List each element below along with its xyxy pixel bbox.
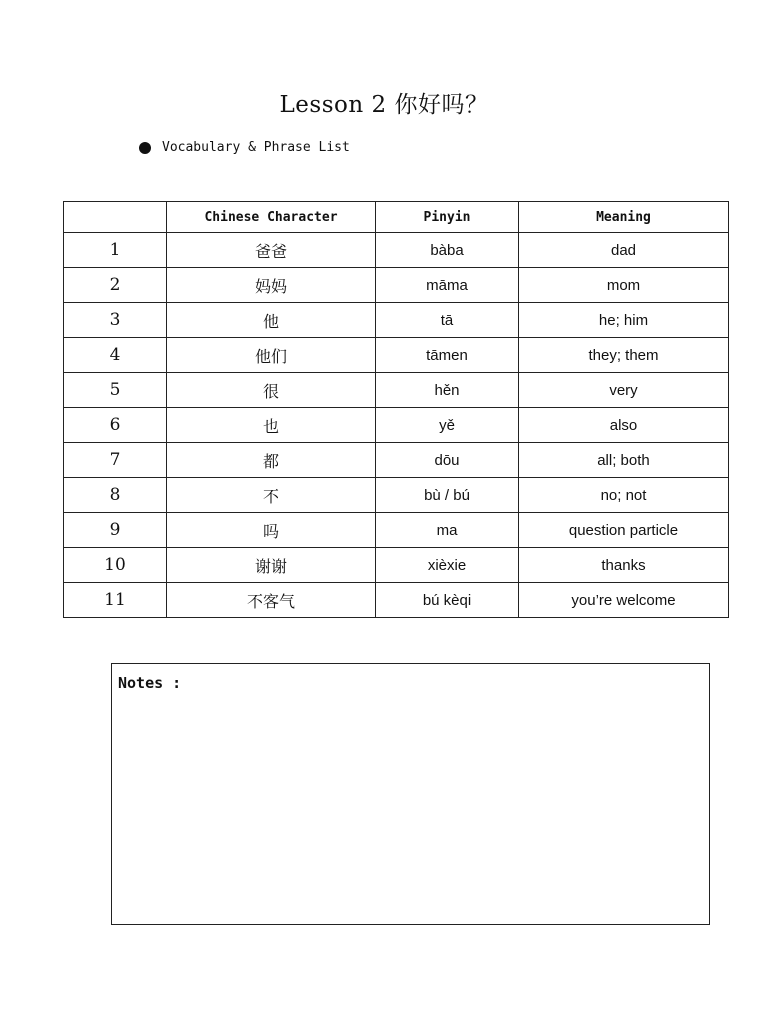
- pinyin-cell: yě: [376, 408, 519, 443]
- meaning-cell: no; not: [519, 478, 729, 513]
- table-row: [64, 443, 729, 478]
- bullet-icon: [139, 142, 151, 154]
- row-number: 4: [64, 338, 167, 373]
- meaning-cell: question particle: [519, 513, 729, 548]
- chinese-character-cell: 不: [167, 478, 376, 513]
- row-number: 11: [64, 583, 167, 618]
- row-number: 9: [64, 513, 167, 548]
- table-row: [64, 373, 729, 408]
- pinyin-cell: bàba: [376, 233, 519, 268]
- pinyin-cell: bù / bú: [376, 478, 519, 513]
- table-row: [64, 268, 729, 303]
- meaning-cell: very: [519, 373, 729, 408]
- chinese-character-cell: 也: [167, 408, 376, 443]
- row-number: 5: [64, 373, 167, 408]
- meaning-cell: you’re welcome: [519, 583, 729, 618]
- meaning-cell: he; him: [519, 303, 729, 338]
- header-number: [64, 202, 167, 233]
- meaning-cell: they; them: [519, 338, 729, 373]
- chinese-character-cell: 都: [167, 443, 376, 478]
- page-title: Lesson 2 你好吗？: [279, 92, 489, 118]
- section-heading-label: Vocabulary & Phrase List: [162, 140, 350, 155]
- row-number: 7: [64, 443, 167, 478]
- row-number: 3: [64, 303, 167, 338]
- chinese-character-cell: 很: [167, 373, 376, 408]
- chinese-character-cell: 他们: [167, 338, 376, 373]
- meaning-cell: thanks: [519, 548, 729, 583]
- table-row: [64, 408, 729, 443]
- vocabulary-table: [63, 201, 729, 618]
- pinyin-cell: xièxie: [376, 548, 519, 583]
- row-number: 2: [64, 268, 167, 303]
- meaning-cell: all; both: [519, 443, 729, 478]
- chinese-character-cell: 妈妈: [167, 268, 376, 303]
- pinyin-cell: dōu: [376, 443, 519, 478]
- row-number: 1: [64, 233, 167, 268]
- pinyin-cell: tāmen: [376, 338, 519, 373]
- notes-box[interactable]: [111, 663, 710, 925]
- table-row: [64, 303, 729, 338]
- header-meaning: Meaning: [519, 202, 729, 233]
- chinese-character-cell: 他: [167, 303, 376, 338]
- meaning-cell: mom: [519, 268, 729, 303]
- pinyin-cell: ma: [376, 513, 519, 548]
- row-number: 6: [64, 408, 167, 443]
- meaning-cell: dad: [519, 233, 729, 268]
- table-header-row: [64, 202, 729, 233]
- table-row: [64, 548, 729, 583]
- pinyin-cell: bú kèqi: [376, 583, 519, 618]
- pinyin-cell: tā: [376, 303, 519, 338]
- table-body: [64, 233, 729, 618]
- section-heading: [139, 140, 350, 155]
- table-row: [64, 513, 729, 548]
- table-row: [64, 583, 729, 618]
- pinyin-cell: hěn: [376, 373, 519, 408]
- notes-label: Notes :: [118, 674, 182, 692]
- table-row: [64, 233, 729, 268]
- meaning-cell: also: [519, 408, 729, 443]
- row-number: 8: [64, 478, 167, 513]
- chinese-character-cell: 谢谢: [167, 548, 376, 583]
- header-pinyin: Pinyin: [376, 202, 519, 233]
- pinyin-cell: māma: [376, 268, 519, 303]
- chinese-character-cell: 爸爸: [167, 233, 376, 268]
- chinese-character-cell: 不客气: [167, 583, 376, 618]
- chinese-character-cell: 吗: [167, 513, 376, 548]
- table-row: [64, 478, 729, 513]
- row-number: 10: [64, 548, 167, 583]
- table-row: [64, 338, 729, 373]
- header-chinese-character: Chinese Character: [167, 202, 376, 233]
